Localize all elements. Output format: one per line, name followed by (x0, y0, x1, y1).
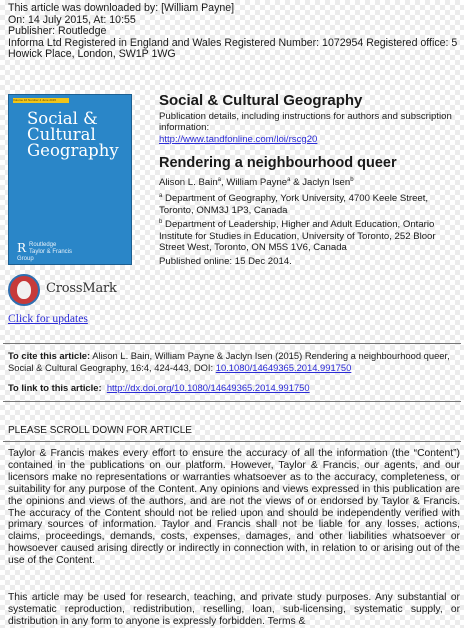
cover-publisher (17, 241, 87, 262)
author-affil-mark: a (217, 177, 222, 183)
author-name: Jaclyn Isen (302, 177, 351, 189)
author-separator: & (290, 177, 303, 189)
citation-block (8, 350, 460, 373)
affiliation-mark: b (159, 219, 163, 225)
publication-details-text: Publication details, including instructions for authors and subscription information: (159, 111, 452, 134)
registration-info: Informa Ltd Registered in England and Wales Registered Number: 1072954 Registered office: 5 Howick Place, London, SW1P 1WG (8, 36, 458, 61)
citation-label: To cite this article: (8, 350, 91, 361)
doi-link[interactable]: 10.1080/14649365.2014.991750 (215, 361, 352, 373)
author-affil-mark: b (350, 177, 354, 183)
cover-publisher-sub: Taylor & Francis Group (17, 249, 73, 262)
affiliation-mark: a (159, 193, 163, 199)
publication-details (159, 111, 459, 145)
crossmark-label: CrossMark (46, 281, 117, 296)
affiliation-a (159, 191, 461, 216)
divider (3, 343, 461, 344)
divider (3, 401, 461, 402)
affiliation-b (159, 217, 461, 254)
download-info: This article was downloaded by: [William Payne] (8, 2, 235, 14)
crossmark-badge[interactable] (8, 274, 117, 308)
disclaimer-paragraph-1: Taylor & Francis makes every effort to ensure the accuracy of all the information (the “Content”) contained in the publications on our platform. However, Taylor & Francis, our agents, and our licensors make no representations or warranties whatsoever as to the accuracy, completeness, or suitability for any purpose of the Content. Any opinions and views expressed in this publication are the opinions and views of the authors, and are not the views of or endorsed by Taylor & Francis. The accuracy of the Content should not be relied upon and should be independently verified with primary sources of information. Taylor and Francis shall not be liable for any losses, actions, claims, proceedings, demands, costs, expenses, damages, and other liabilities whatsoever or howsoever caused arising directly or indirectly in connection with, in relation to or arising out of the use of the Content. (8, 448, 460, 567)
author-name: William Payne (226, 177, 288, 189)
download-header (8, 3, 458, 61)
cover-publisher-name: Routledge (29, 242, 57, 248)
article-link-block (8, 382, 460, 393)
published-online-date: Published online: 15 Dec 2014. (159, 256, 292, 267)
disclaimer-paragraph-2: This article may be used for research, teaching, and private study purposes. Any substantial or systematic reproduction, redistribution, reselling, loan, sub-licensing, systematic supply, or distribution in any form to anyone is expressly forbidden. Terms & (8, 592, 460, 627)
article-url-link[interactable]: http://dx.doi.org/10.1080/14649365.2014.991750 (106, 382, 310, 393)
routledge-logo-icon: R (17, 241, 27, 255)
article-title: Rendering a neighbourhood queer (159, 155, 397, 171)
crossmark-icon (8, 274, 40, 306)
affiliation-text: Department of Geography, York University, 4700 Keele Street, Toronto, ONM3J 1P3, Canada (159, 193, 429, 216)
author-list: Alison L. Bain$^a$, William Payne$^a$ & Jaclyn Isen$^b$ (159, 177, 354, 189)
author-name: Alison L. Bain (159, 177, 218, 189)
affiliation-text: Department of Leadership, Higher and Adult Education, Ontario Institute for Studies in Education, University of Toronto, 252 Bloor Street West, Toronto, ON M5S 1V6, Canada (159, 219, 436, 254)
author-affil-mark: a (287, 177, 291, 183)
divider (3, 441, 461, 442)
article-link-label: To link to this article: (8, 382, 102, 393)
journal-url-link[interactable]: http://www.tandfonline.com/loi/rscg20 (159, 133, 318, 145)
journal-title: Social & Cultural Geography (159, 92, 363, 109)
click-for-updates-link[interactable]: Click for updates (8, 312, 88, 325)
publisher-line: Publisher: Routledge (8, 25, 107, 38)
journal-cover-image[interactable] (8, 94, 132, 265)
scroll-notice: PLEASE SCROLL DOWN FOR ARTICLE (8, 425, 192, 436)
citation-text: Alison L. Bain, William Payne & Jaclyn Isen (2015) Rendering a neighbourhood queer, Social & Cultural Geography, 16:4, 424-443, DOI: (8, 350, 450, 373)
download-date: On: 14 July 2015, At: 10:55 (8, 13, 136, 26)
cover-title: Social & Cultural Geography (27, 109, 119, 160)
cover-issue-strip: Volume 16 Number 4 June 2015 (13, 98, 69, 103)
